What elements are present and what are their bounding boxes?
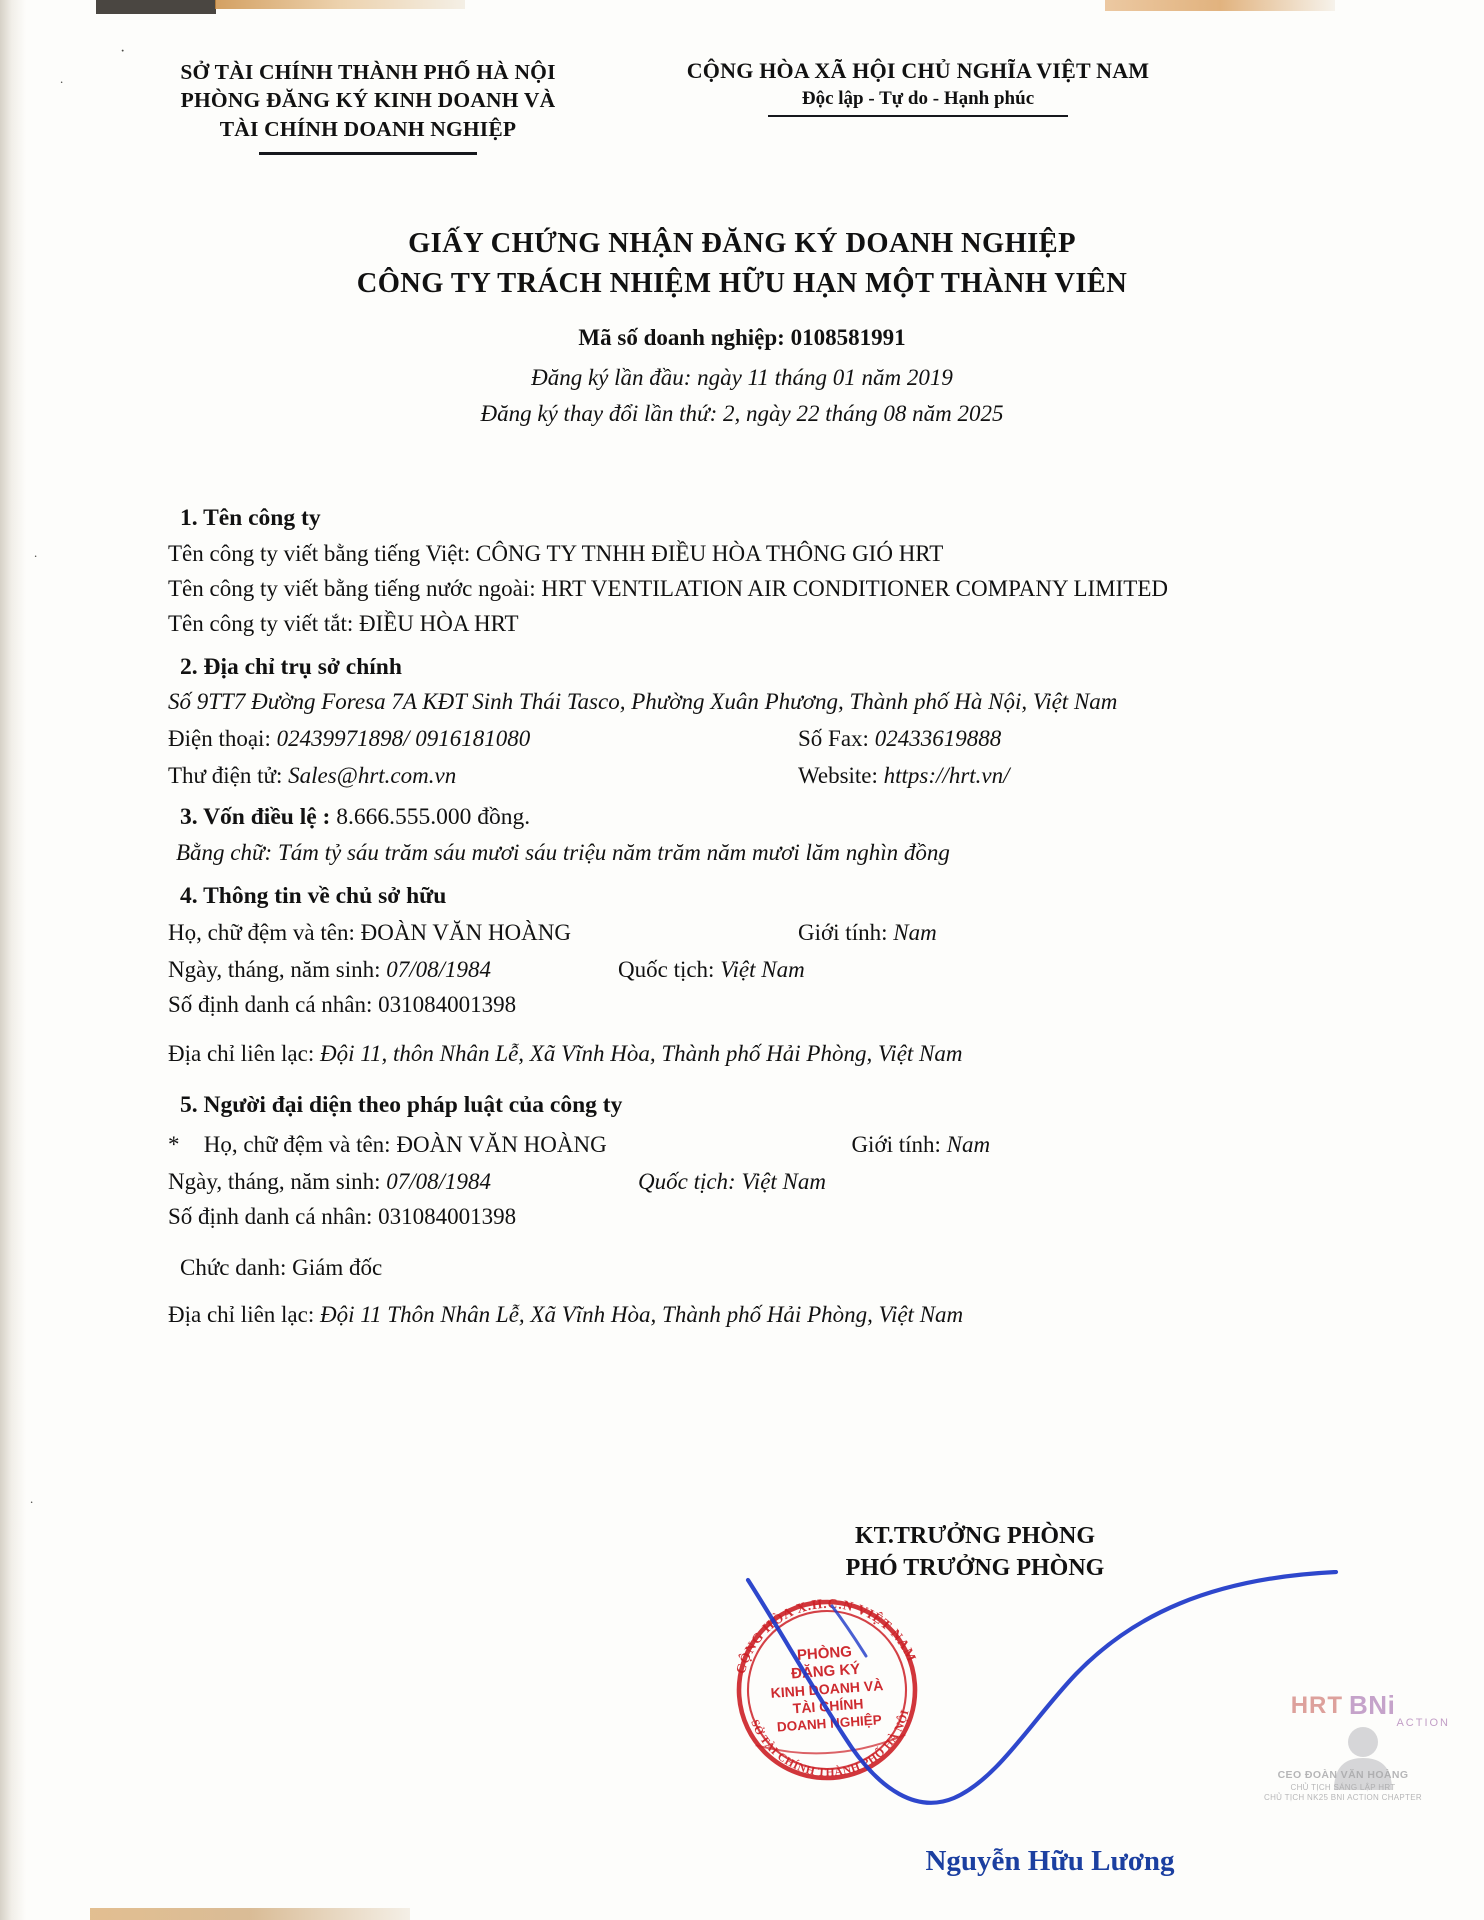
section-5-heading: 5. Người đại diện theo pháp luật của công ty bbox=[180, 1092, 623, 1119]
page-subtitle: CÔNG TY TRÁCH NHIỆM HỮU HẠN MỘT THÀNH VIÊN bbox=[356, 268, 1128, 299]
authority-line-3: TÀI CHÍNH DOANH NGHIỆP bbox=[219, 116, 517, 141]
scan-speck-2: . bbox=[34, 545, 38, 560]
company-name-foreign-value: HRT VENTILATION AIR CONDITIONER COMPANY LIMITED bbox=[541, 575, 1169, 601]
company-name-vi-label: Tên công ty viết bằng tiếng Việt: bbox=[168, 540, 476, 566]
company-name-foreign-row bbox=[168, 575, 1328, 604]
scan-speck-3: . bbox=[30, 1491, 34, 1506]
scan-speck-4: · bbox=[120, 43, 126, 60]
website-cell bbox=[798, 762, 1318, 791]
owner-dob-value: 07/08/1984 bbox=[386, 957, 492, 983]
rep-dob-label: Ngày, tháng, năm sinh: bbox=[168, 1168, 387, 1194]
email-value: Sales@hrt.com.vn bbox=[288, 763, 457, 789]
scan-artifact-top-dark bbox=[96, 0, 216, 14]
rep-id-value: 031084001398 bbox=[378, 1203, 517, 1229]
owner-id-value: 031084001398 bbox=[378, 992, 517, 1018]
document-header bbox=[0, 58, 1484, 155]
rep-position-row bbox=[180, 1254, 1328, 1283]
bni-logo-icon: BNi bbox=[1349, 1690, 1396, 1720]
motto-underline bbox=[768, 115, 1068, 117]
owner-nationality-value: Việt Nam bbox=[720, 957, 805, 983]
watermark-line-1: CEO ĐOÀN VĂN HOÀNG bbox=[1277, 1769, 1409, 1781]
rep-id-row bbox=[168, 1203, 1328, 1232]
company-name-abbrev-value: ĐIỀU HÒA HRT bbox=[358, 610, 519, 636]
scan-artifact-top-warm bbox=[215, 0, 465, 9]
authority-line-1: SỞ TÀI CHÍNH THÀNH PHỐ HÀ NỘI bbox=[180, 60, 556, 84]
rep-gender-cell bbox=[799, 1131, 1328, 1160]
fax-cell bbox=[798, 725, 1318, 754]
watermark-caption bbox=[1218, 1769, 1468, 1802]
signature-title-line-1: KT.TRƯỞNG PHÒNG bbox=[855, 1523, 1095, 1549]
business-code: Mã số doanh nghiệp: 0108581991 bbox=[578, 325, 906, 350]
title-block bbox=[0, 228, 1484, 427]
rep-position-value: Giám đốc bbox=[292, 1254, 383, 1280]
owner-id-label: Số định danh cá nhân: bbox=[168, 992, 379, 1018]
rep-gender-label: Giới tính: bbox=[851, 1131, 947, 1157]
rep-dob-row bbox=[168, 1168, 1328, 1197]
rep-gender-value: Nam bbox=[946, 1131, 991, 1157]
signature-title-block bbox=[760, 1520, 1190, 1585]
document-body bbox=[168, 490, 1328, 1330]
rep-nationality-cell bbox=[638, 1168, 1158, 1197]
charter-capital-words-value: Tám tỷ sáu trăm sáu mươi sáu triệu năm trăm năm mươi lăm nghìn đồng bbox=[277, 839, 950, 865]
owner-gender-label: Giới tính: bbox=[798, 920, 894, 946]
section-2-heading: 2. Địa chỉ trụ sở chính bbox=[180, 653, 402, 680]
rep-contact-label: Địa chỉ liên lạc: bbox=[168, 1301, 320, 1327]
charter-capital-words-row bbox=[176, 839, 1328, 868]
rep-nationality-label: Quốc tịch: bbox=[638, 1168, 742, 1194]
page-title: GIẤY CHỨNG NHẬN ĐĂNG KÝ DOANH NGHIỆP bbox=[408, 228, 1076, 259]
svg-text:CỘNG HÒA X.H.C.N VIỆT NAM: CỘNG HÒA X.H.C.N VIỆT NAM bbox=[732, 1595, 920, 1676]
watermark-line-2: CHỦ TỊCH SÁNG LẬP HRT bbox=[1290, 1783, 1396, 1792]
svg-text:ĐĂNG KÝ: ĐĂNG KÝ bbox=[790, 1660, 861, 1683]
owner-nationality-cell bbox=[618, 956, 1138, 985]
section-1-heading: 1. Tên công ty bbox=[180, 505, 321, 531]
country-name: CỘNG HÒA XÃ HỘI CHỦ NGHĨA VIỆT NAM bbox=[686, 58, 1150, 83]
svg-text:KINH DOANH VÀ: KINH DOANH VÀ bbox=[770, 1677, 884, 1701]
company-name-vi-value: CÔNG TY TNHH ĐIỀU HÒA THÔNG GIÓ HRT bbox=[475, 540, 944, 566]
svg-text:PHÒNG: PHÒNG bbox=[796, 1643, 853, 1664]
email-cell bbox=[168, 762, 798, 791]
scan-speck-1: . bbox=[60, 71, 64, 86]
email-label: Thư điện tử: bbox=[168, 763, 289, 789]
rep-name-value: ĐOÀN VĂN HOÀNG bbox=[396, 1131, 607, 1157]
company-name-foreign-label: Tên công ty viết bằng tiếng nước ngoài: bbox=[168, 575, 542, 601]
owner-nationality-label: Quốc tịch: bbox=[618, 957, 721, 983]
phone-value: 02439971898/ 0916181080 bbox=[276, 726, 531, 752]
phone-cell bbox=[168, 725, 798, 754]
hrt-logo-icon: HRT bbox=[1290, 1691, 1344, 1719]
fax-value: 02433619888 bbox=[874, 726, 1002, 752]
rep-bullet: * bbox=[168, 1131, 180, 1157]
rep-position-label: Chức danh: bbox=[180, 1254, 293, 1280]
owner-contact-row bbox=[168, 1040, 1328, 1069]
scan-artifact-top-right bbox=[1105, 0, 1335, 11]
issuing-authority bbox=[108, 58, 628, 155]
official-seal bbox=[718, 1590, 936, 1790]
charter-capital-label: 3. Vốn điều lệ : bbox=[180, 804, 337, 831]
owner-name-label: Họ, chữ đệm và tên: bbox=[168, 920, 361, 946]
owner-contact-label: Địa chỉ liên lạc: bbox=[168, 1041, 320, 1067]
rep-name-label: Họ, chữ đệm và tên: bbox=[203, 1131, 397, 1157]
company-name-abbrev-label: Tên công ty viết tắt: bbox=[168, 610, 359, 636]
owner-contact-value: Đội 11, thôn Nhân Lễ, Xã Vĩnh Hòa, Thành phố Hải Phòng, Việt Nam bbox=[320, 1041, 963, 1067]
signer-name: Nguyễn Hữu Lương bbox=[925, 1845, 1175, 1877]
company-name-abbrev-row bbox=[168, 610, 1328, 639]
svg-text:DOANH NGHIỆP: DOANH NGHIỆP bbox=[776, 1712, 883, 1735]
section-4-heading: 4. Thông tin về chủ sở hữu bbox=[180, 882, 447, 909]
svg-text:TÀI CHÍNH: TÀI CHÍNH bbox=[792, 1695, 864, 1717]
national-motto: Độc lập - Tự do - Hạnh phúc bbox=[801, 88, 1035, 109]
charter-capital-amount: 8.666.555.000 đồng. bbox=[336, 804, 531, 831]
first-registration-date: Đăng ký lần đầu: ngày 11 tháng 01 năm 2019 bbox=[531, 365, 953, 390]
rep-contact-row bbox=[168, 1301, 1328, 1330]
owner-gender-value: Nam bbox=[893, 920, 937, 946]
email-website-row bbox=[168, 762, 1328, 791]
svg-text:SỞ TÀI CHÍNH THÀNH PHỐ HÀ NỘI: SỞ TÀI CHÍNH THÀNH PHỐ HÀ NỘI bbox=[748, 1708, 912, 1780]
national-heading bbox=[638, 58, 1198, 117]
scan-artifact-bottom bbox=[90, 1908, 410, 1920]
owner-name-row bbox=[168, 919, 1328, 948]
authority-underline bbox=[259, 152, 477, 154]
owner-gender-cell bbox=[798, 919, 1318, 948]
rep-contact-value: Đội 11 Thôn Nhân Lễ, Xã Vĩnh Hòa, Thành phố Hải Phòng, Việt Nam bbox=[320, 1301, 964, 1327]
phone-fax-row bbox=[168, 725, 1328, 754]
headquarters-address: Số 9TT7 Đường Foresa 7A KĐT Sinh Thái Tasco, Phường Xuân Phương, Thành phố Hà Nội, Việt Nam bbox=[168, 689, 1118, 715]
company-watermark bbox=[1218, 1690, 1468, 1850]
watermark-line-3: CHỦ TỊCH NK25 BNI ACTION CHAPTER bbox=[1264, 1793, 1422, 1802]
company-name-vi-row bbox=[168, 540, 1328, 569]
fax-label: Số Fax: bbox=[798, 726, 875, 752]
rep-dob-value: 07/08/1984 bbox=[386, 1168, 492, 1194]
charter-capital-words-label: Bằng chữ: bbox=[176, 839, 278, 865]
owner-name-value: ĐOÀN VĂN HOÀNG bbox=[360, 920, 571, 946]
website-label: Website: bbox=[798, 763, 884, 789]
phone-label: Điện thoại: bbox=[168, 726, 277, 752]
watermark-action-text: ACTION bbox=[1396, 1717, 1450, 1729]
rep-name-cell bbox=[204, 1131, 800, 1160]
rep-id-label: Số định danh cá nhân: bbox=[168, 1203, 379, 1229]
owner-dob-label: Ngày, tháng, năm sinh: bbox=[168, 957, 387, 983]
authority-line-2: PHÒNG ĐĂNG KÝ KINH DOANH VÀ bbox=[180, 88, 556, 113]
website-value: https://hrt.vn/ bbox=[883, 763, 1010, 789]
rep-name-row bbox=[168, 1131, 1328, 1160]
section-3-heading bbox=[180, 803, 1328, 833]
owner-id-row bbox=[168, 991, 1328, 1020]
owner-dob-row bbox=[168, 956, 1328, 985]
signature-title-line-2: PHÓ TRƯỞNG PHÒNG bbox=[845, 1555, 1105, 1582]
owner-name-cell bbox=[168, 919, 798, 948]
changed-registration-date: Đăng ký thay đổi lần thứ: 2, ngày 22 tháng 08 năm 2025 bbox=[480, 401, 1004, 426]
rep-nationality-value: Việt Nam bbox=[741, 1168, 827, 1194]
